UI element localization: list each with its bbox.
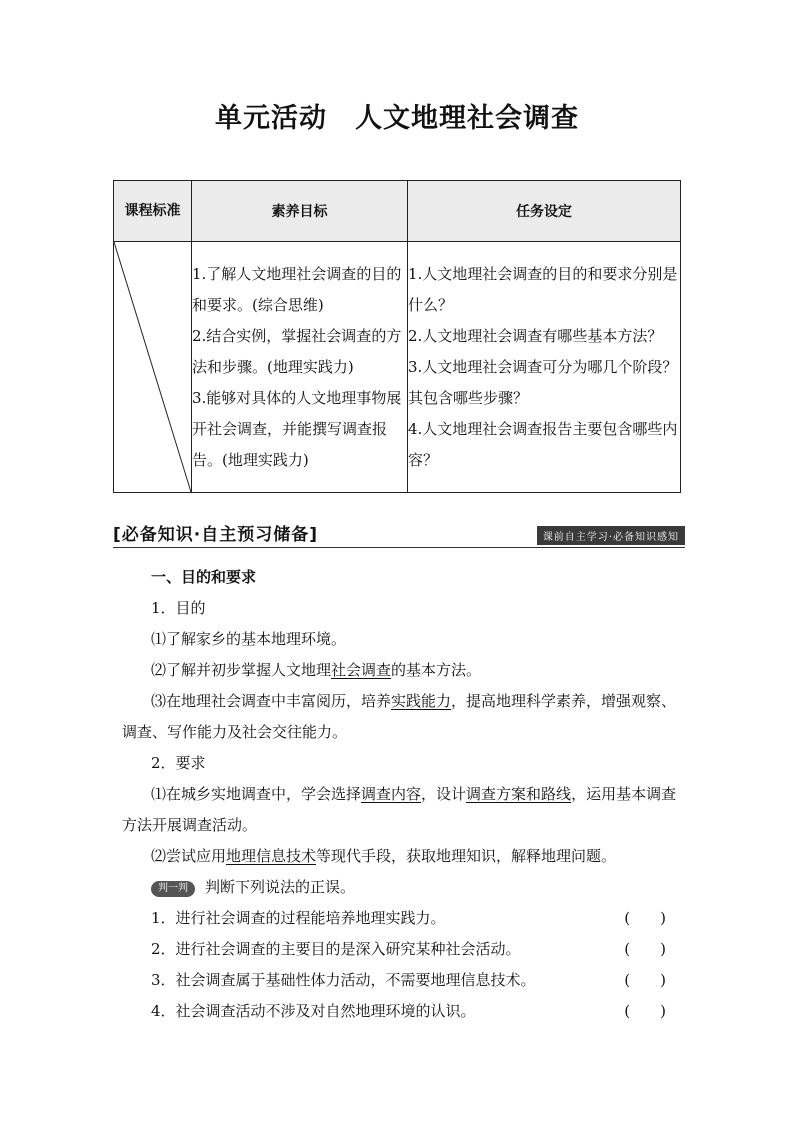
header-curriculum-standard: [114, 181, 192, 242]
section-tag: 课前自主学习·必备知识感知: [537, 526, 685, 545]
diagonal-empty-cell: [114, 242, 192, 493]
paragraph: [122, 686, 684, 748]
header-text: 课程标准: [124, 203, 181, 219]
text: ⑶在地理社会调查中丰富阅历，培养: [151, 692, 392, 710]
text: 等现代手段，获取地理知识，解释地理问题。: [316, 847, 617, 865]
judge-statement: 4．社会调查活动不涉及对自然地理环境的认识。: [151, 1002, 476, 1020]
judge-item: [122, 903, 684, 934]
text: ，提高地理科学素养，增强观察、调查、写作能力及社会交往能力。: [122, 692, 677, 741]
task-item: 2.人文地理社会调查有哪些基本方法？: [408, 326, 663, 345]
judge-statement: 2．进行社会调查的主要目的是深入研究某种社会活动。: [151, 940, 521, 958]
judge-item: [122, 934, 684, 965]
standards-table: [113, 180, 681, 493]
text: 的基本方法。: [391, 661, 482, 679]
judge-item: [122, 996, 684, 1027]
underlined-term: 调查方案和路线: [466, 785, 572, 803]
header-task-setting: 任务设定: [408, 181, 681, 242]
header-literacy-goal: 素养目标: [192, 181, 408, 242]
text: ⑵了解并初步掌握人文地理: [151, 661, 332, 679]
text: ，运用基本调查方法开展调查活动。: [122, 785, 677, 834]
judge-statement: 1．进行社会调查的过程能培养地理实践力。: [151, 909, 446, 927]
paragraph: [122, 655, 684, 686]
answer-blank[interactable]: ( ): [624, 940, 666, 958]
answer-blank[interactable]: ( ): [624, 909, 666, 927]
paragraph: ⑴了解家乡的基本地理环境。: [151, 630, 347, 648]
task-item: 4.人文地理社会调查报告主要包含哪些内容？: [408, 419, 678, 469]
paragraph: [122, 779, 684, 841]
underlined-term: 调查内容: [361, 785, 422, 803]
judge-statement: 3．社会调查属于基础性体力活动，不需要地理信息技术。: [151, 971, 536, 989]
goals-cell: [192, 242, 408, 493]
heading-purpose-requirements: 一、目的和要求: [151, 568, 257, 586]
section-title: [必备知识·自主预习储备]: [113, 525, 318, 545]
page-title: 单元活动 人文地理社会调查: [215, 103, 579, 134]
text: ，设计: [421, 785, 467, 803]
section-header: [113, 523, 685, 548]
paragraph: [122, 841, 684, 872]
goal-item: 2.结合实例，掌握社会调查的方法和步骤。(地理实践力): [192, 326, 402, 376]
subheading-purpose: 1．目的: [151, 599, 206, 617]
text: ⑵尝试应用: [151, 847, 227, 865]
judge-item: [122, 965, 684, 996]
answer-blank[interactable]: ( ): [624, 1002, 666, 1020]
goal-item: 1.了解人文地理社会调查的目的和要求。(综合思维): [192, 264, 402, 314]
subheading-requirements: 2．要求: [151, 754, 206, 772]
tasks-cell: [408, 242, 681, 493]
table-body-row: [114, 242, 681, 493]
underlined-term: 实践能力: [391, 692, 452, 710]
text: ⑴在城乡实地调查中，学会选择: [151, 785, 362, 803]
goal-item: 3.能够对具体的人文地理事物展开社会调查，并能撰写调查报告。(地理实践力): [192, 388, 402, 469]
table-header-row: [114, 181, 681, 242]
task-item: 3.人文地理社会调查可分为哪几个阶段？其包含哪些步骤？: [408, 357, 678, 407]
judge-badge: 判一判: [151, 881, 195, 897]
task-item: 1.人文地理社会调查的目的和要求分别是什么？: [408, 264, 678, 314]
diagonal-line: [114, 242, 191, 492]
judge-prompt: [122, 872, 684, 903]
answer-blank[interactable]: ( ): [624, 971, 666, 989]
underlined-term: 社会调查: [331, 661, 392, 679]
content-body: [122, 562, 684, 1027]
underlined-term: 地理信息技术: [226, 847, 317, 865]
text: 判断下列说法的正误。: [205, 878, 356, 896]
